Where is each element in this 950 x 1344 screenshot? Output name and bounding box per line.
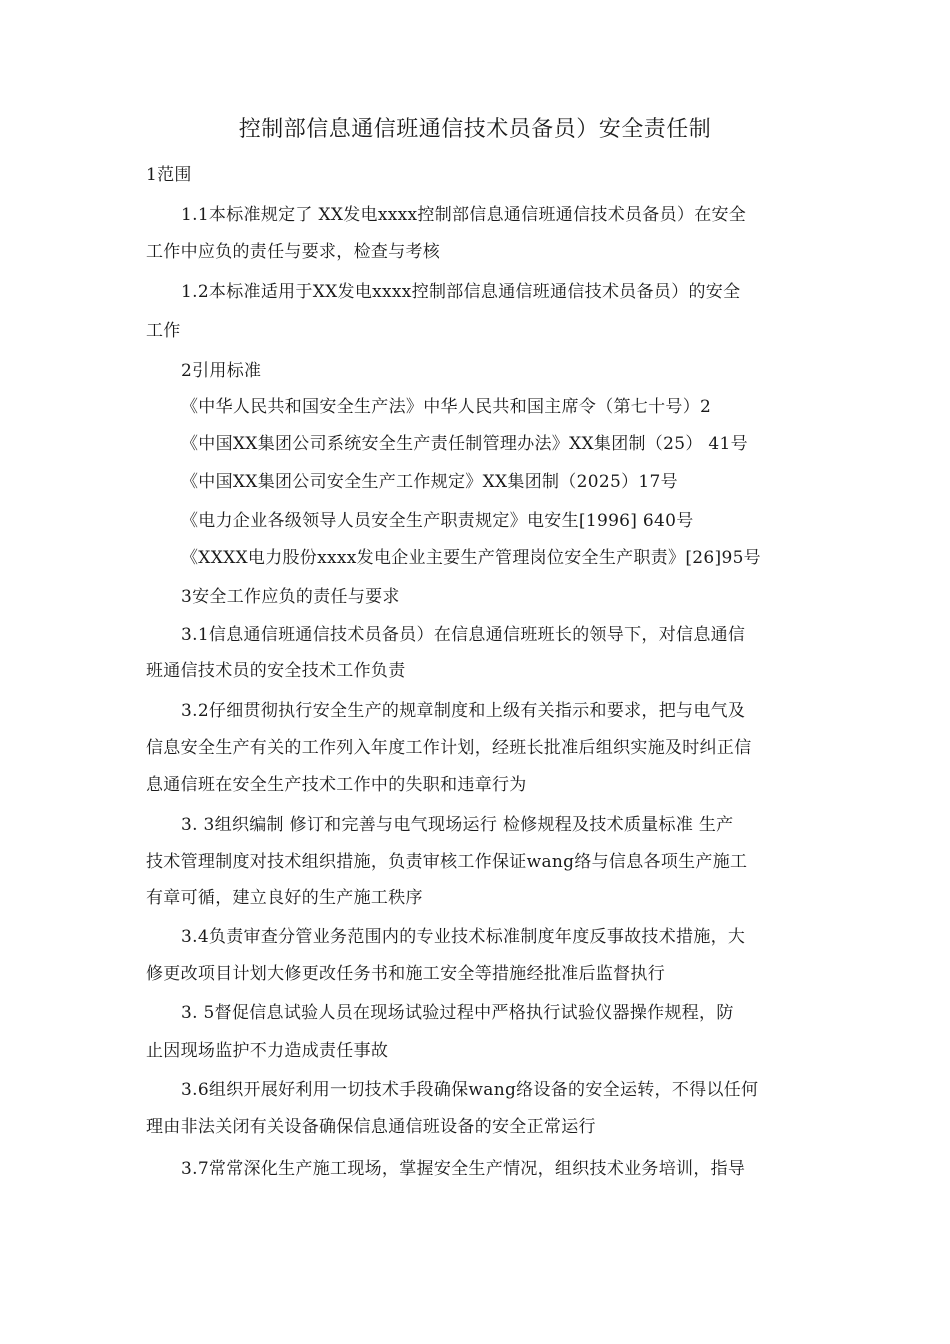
paragraph-line: 3.7常常深化生产施工现场，掌握安全生产情况，组织技术业务培训，指导 (181, 1159, 746, 1179)
paragraph-line: 3. 3组织编制 修订和完善与电气现场运行 检修规程及技术质量标准 生产 (181, 815, 734, 835)
paragraph-line: 理由非法关闭有关设备确保信息通信班设备的安全正常运行 (146, 1117, 596, 1137)
reference-item: 《中国XX集团公司安全生产工作规定》XX集团制（2025）17号 (181, 472, 678, 492)
paragraph-line: 3.2仔细贯彻执行安全生产的规章制度和上级有关指示和要求，把与电气及 (181, 701, 746, 721)
paragraph-line: 3.6组织开展好利用一切技术手段确保wang络设备的安全运转，不得以任何 (181, 1080, 759, 1100)
section-heading: 2引用标准 (181, 361, 262, 381)
paragraph-line: 止因现场监护不力造成责任事故 (146, 1041, 389, 1061)
document-title: 控制部信息通信班通信技术员备员）安全责任制 (238, 117, 712, 142)
reference-item: 《中国XX集团公司系统安全生产责任制管理办法》XX集团制（25） 41号 (181, 434, 748, 454)
paragraph-line: 技术管理制度对技术组织措施，负责审核工作保证wang络与信息各项生产施工 (146, 852, 748, 872)
paragraph-line: 有章可循，建立良好的生产施工秩序 (146, 888, 423, 908)
section-heading: 3安全工作应负的责任与要求 (181, 587, 400, 607)
section-heading: 1范围 (146, 165, 192, 185)
reference-item: 《中华人民共和国安全生产法》中华人民共和国主席令（第七十号）2 (181, 397, 712, 417)
paragraph-line: 班通信技术员的安全技术工作负责 (146, 661, 406, 681)
paragraph-line: 1.1本标准规定了 XX发电xxxx控制部信息通信班通信技术员备员）在安全 (181, 205, 747, 225)
paragraph-line: 息通信班在安全生产技术工作中的失职和违章行为 (146, 775, 527, 795)
reference-item: 《电力企业各级领导人员安全生产职责规定》电安生[1996] 640号 (181, 511, 694, 531)
paragraph-line: 3.1信息通信班通信技术员备员）在信息通信班班长的领导下，对信息通信 (181, 625, 746, 645)
paragraph-line: 1.2本标准适用于XX发电xxxx控制部信息通信班通信技术员备员）的安全 (181, 282, 741, 302)
paragraph-line: 信息安全生产有关的工作列入年度工作计划，经班长批准后组织实施及时纠正信 (146, 738, 752, 758)
paragraph-line: 3.4负责审查分管业务范围内的专业技术标准制度年度反事故技术措施，大 (181, 927, 746, 947)
reference-item: 《XXXX电力股份xxxx发电企业主要生产管理岗位安全生产职责》[26]95号 (181, 548, 761, 568)
paragraph-line: 工作中应负的责任与要求，检查与考核 (146, 242, 441, 262)
paragraph-line: 3. 5督促信息试验人员在现场试验过程中严格执行试验仪器操作规程，防 (181, 1003, 734, 1023)
paragraph-line: 工作 (146, 321, 181, 341)
paragraph-line: 修更改项目计划大修更改任务书和施工安全等措施经批准后监督执行 (146, 964, 665, 984)
